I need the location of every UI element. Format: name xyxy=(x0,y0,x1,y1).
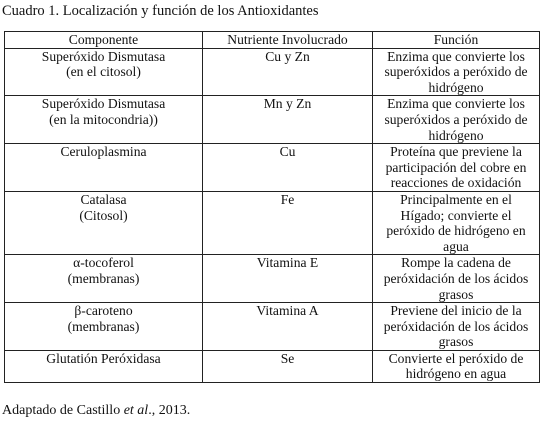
cell-funcion xyxy=(373,144,540,192)
line: reacciones de oxidación xyxy=(390,175,522,191)
table-row xyxy=(5,144,540,192)
line: Glutatión Peróxidasa xyxy=(46,350,161,366)
table-row xyxy=(5,303,540,351)
line: Proteína que previene la xyxy=(390,144,522,160)
header-componente: Componente xyxy=(5,32,203,49)
header-nutriente: Nutriente Involucrado xyxy=(203,32,373,49)
cell-funcion xyxy=(373,350,540,382)
cell-nutriente: Cu y Zn xyxy=(203,48,373,96)
line: Convierte el peróxido de xyxy=(388,350,524,366)
cell-componente xyxy=(5,191,203,254)
line: Ceruloplasmina xyxy=(60,144,147,160)
line: hidrógeno en agua xyxy=(405,366,507,382)
line: Hígado; convierte el xyxy=(400,207,512,223)
line: (en la mitocondria)) xyxy=(49,111,158,127)
line: Superóxido Dismutasa xyxy=(41,96,166,112)
source-suffix: ., 2013. xyxy=(148,403,191,418)
line: Superóxido Dismutasa xyxy=(41,48,166,64)
cell-funcion xyxy=(373,191,540,254)
cell-nutriente: Vitamina E xyxy=(203,255,373,303)
cell-componente xyxy=(5,255,203,303)
table-caption: Cuadro 1. Localización y función de los Antioxidantes xyxy=(2,3,319,19)
line: hidrógeno xyxy=(428,127,484,143)
source-prefix: Adaptado de Castillo xyxy=(2,403,124,418)
cell-funcion xyxy=(373,255,540,303)
line: Enzima que convierte los xyxy=(387,96,525,112)
line: Rompe la cadena de xyxy=(401,255,511,271)
table-row xyxy=(5,255,540,303)
line: (en el citosol) xyxy=(66,64,141,80)
cell-componente xyxy=(5,303,203,351)
table-row xyxy=(5,191,540,254)
cell-nutriente: Vitamina A xyxy=(203,303,373,351)
table-row xyxy=(5,350,540,382)
source-italic: et al xyxy=(123,403,149,418)
table-row xyxy=(5,48,540,96)
header-funcion: Función xyxy=(373,32,540,49)
header-row xyxy=(5,32,540,49)
line: peróxido de hidrógeno en xyxy=(386,223,526,239)
line: β-caroteno xyxy=(74,303,133,319)
cell-nutriente: Se xyxy=(203,350,373,382)
line: participación del cobre en xyxy=(385,159,527,175)
line: Previene del inicio de la xyxy=(390,303,522,319)
cell-nutriente: Cu xyxy=(203,144,373,192)
line: Principalmente en el xyxy=(400,191,512,207)
cell-componente xyxy=(5,350,203,382)
line: (membranas) xyxy=(67,270,140,286)
cell-nutriente: Mn y Zn xyxy=(203,96,373,144)
source-note xyxy=(2,403,190,419)
cell-nutriente: Fe xyxy=(203,191,373,254)
line: superóxidos a peróxido de xyxy=(384,64,528,80)
antioxidants-table xyxy=(4,31,540,383)
table-row xyxy=(5,96,540,144)
line: superóxidos a peróxido de xyxy=(384,111,528,127)
line: grasos xyxy=(438,334,474,350)
line: peróxidación de los ácidos xyxy=(383,270,529,286)
cell-componente xyxy=(5,144,203,192)
cell-funcion xyxy=(373,303,540,351)
line: Enzima que convierte los xyxy=(387,48,525,64)
line: α-tocoferol xyxy=(73,255,134,271)
cell-funcion xyxy=(373,96,540,144)
cell-componente xyxy=(5,96,203,144)
line: (Citosol) xyxy=(79,207,128,223)
line: grasos xyxy=(438,286,474,302)
cell-componente xyxy=(5,48,203,96)
line: hidrógeno xyxy=(428,79,484,95)
cell-funcion xyxy=(373,48,540,96)
line: Catalasa xyxy=(80,191,127,207)
line: (membranas) xyxy=(67,318,140,334)
line: agua xyxy=(443,238,469,254)
line: peróxidación de los ácidos xyxy=(383,318,529,334)
